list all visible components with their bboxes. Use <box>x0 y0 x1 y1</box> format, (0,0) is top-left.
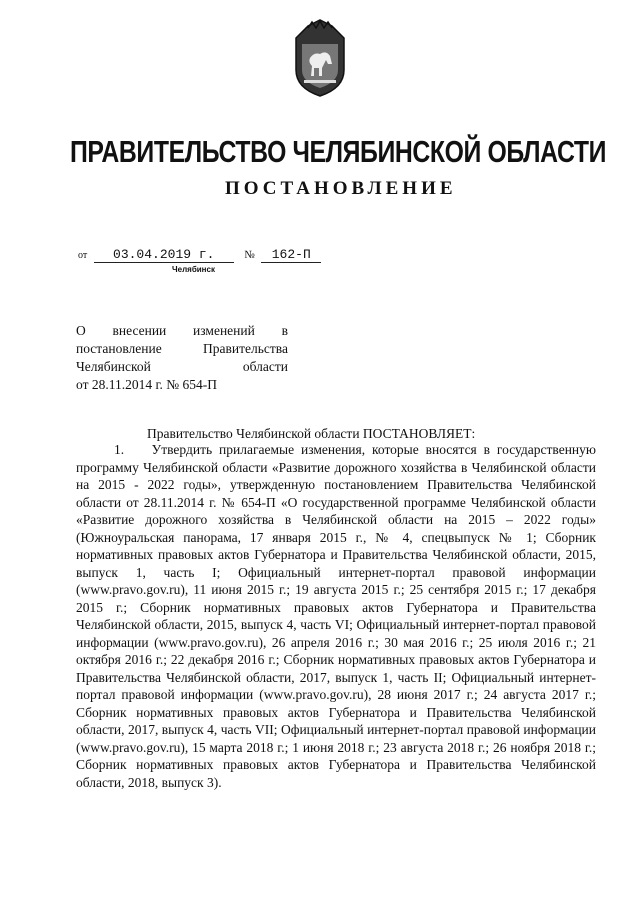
chelyabinsk-coat-of-arms-icon <box>288 18 352 98</box>
document-subject <box>76 322 288 394</box>
document-number: 162-П <box>261 248 321 263</box>
date-label: от <box>78 250 88 261</box>
subject-line: постановление Правительства <box>76 341 288 356</box>
subject-line: Челябинской области <box>76 359 288 374</box>
document-date: 03.04.2019 г. <box>94 248 234 263</box>
government-title: ПРАВИТЕЛЬСТВО ЧЕЛЯБИНСКОЙ ОБЛАСТИ <box>70 134 607 169</box>
clause-text: Утвердить прилагаемые изменения, которые вносятся в государственную программу Челябинской области «Развитие дорожного хозяйства в Челябинской области на 2015 - 2022 годы», утвержденную постановлением Правительства Челябинской области от 28.11.2014 г. № 654-П «О государственной программе Челябинской области «Развитие дорожного хозяйства в Челябинской области на 2015 – 2022 годы» (Южноуральская панорама, 17 января 2015 г., № 4, спецвыпуск № 1; Сборник нормативных правовых актов Губернатора и Правительства Челябинской области, 2015, выпуск 1, часть I; Официальный интернет-портал правовой информации (www.pravo.gov.ru), 11 июня 2015 г.; 19 августа 2015 г.; 25 сентября 2015 г.; 17 декабря 2015 г.; Сборник нормативных правовых актов Губернатора и Правительства Челябинской области, 2015, выпуск 4, часть VI; Официальный интернет-портал правовой информации (www.pravo.gov.ru), 26 апреля 2016 г.; 30 мая 2016 г.; 25 июля 2016 г.; 21 октября 2016 г.; 22 декабря 2016 г.; Сборник нормативных правовых актов Губернатора и Правительства Челябинской области, 2017, выпуск 1, часть II; Официальный интернет-портал правовой информации (www.pravo.gov.ru), 28 июня 2017 г.; 24 августа 2017 г.; Сборник нормативных правовых актов Губернатора и Правительства Челябинской области, 2017, выпуск 4, часть VII; Официальный интернет-портал правовой информации (www.pravo.gov.ru), 15 марта 2018 г.; 1 июня 2018 г.; 23 августа 2018 г.; 26 ноября 2018 г.; Сборник нормативных правовых актов Губернатора и Правительства Челябинской области, 2018, выпуск 3). <box>76 442 596 790</box>
document-requisites <box>78 248 321 263</box>
clause-1 <box>76 441 596 791</box>
preamble: Правительство Челябинской области ПОСТАНОВЛЯЕТ: <box>147 426 476 441</box>
clause-number: 1. <box>114 442 125 457</box>
document-type-title: ПОСТАНОВЛЕНИЕ <box>225 178 457 199</box>
subject-line: О внесении изменений в <box>76 323 288 338</box>
number-label: № <box>244 249 255 261</box>
city-name: Челябинск <box>172 265 215 274</box>
subject-line: от 28.11.2014 г. № 654-П <box>76 377 217 392</box>
